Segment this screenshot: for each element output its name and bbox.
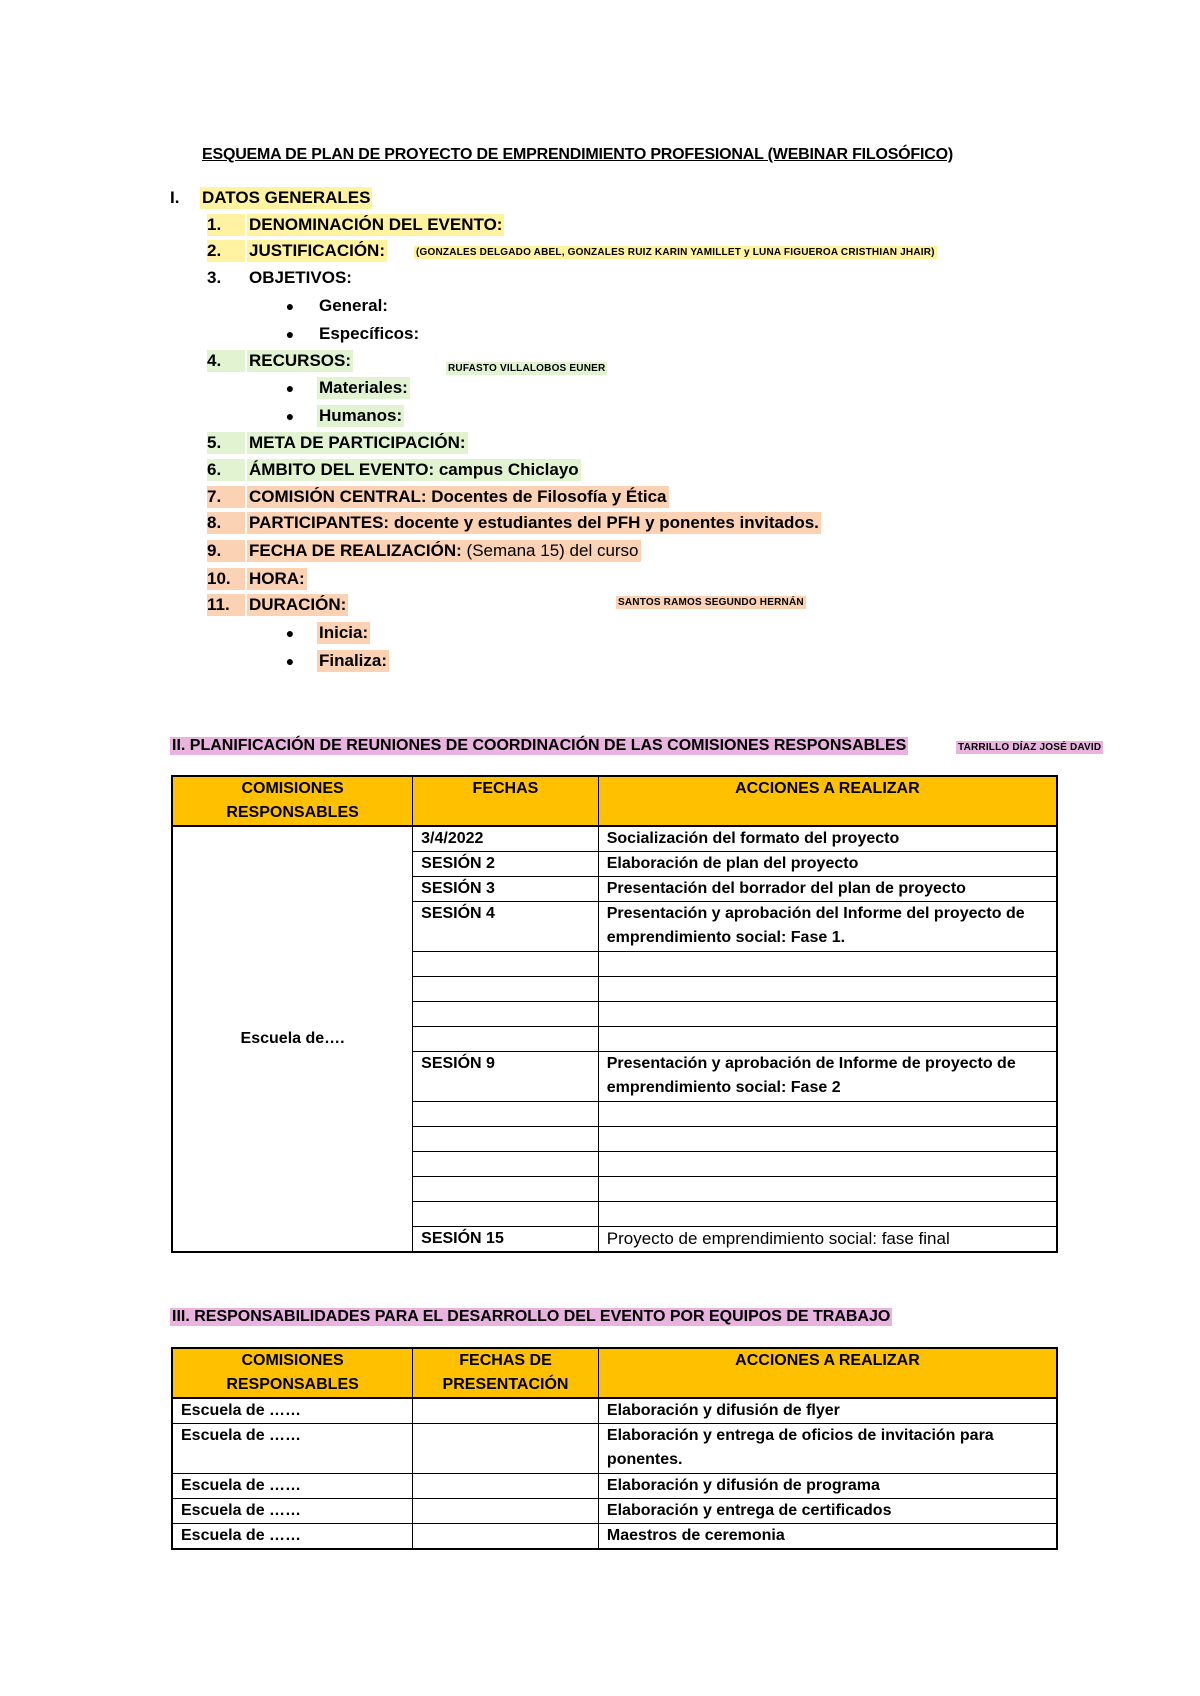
fecha-cell: SESIÓN 9	[413, 1052, 599, 1102]
fecha-cell	[413, 1474, 599, 1499]
bullet-icon: ●	[285, 326, 295, 342]
resp-header-row	[172, 1348, 1057, 1398]
comision-cell: Escuela de ……	[172, 1398, 413, 1424]
fecha-cell	[413, 1524, 599, 1550]
fecha-cell: SESIÓN 3	[413, 877, 599, 902]
responsibilities-table	[171, 1347, 1058, 1550]
commission-cell: Escuela de….	[172, 826, 413, 1252]
table-row	[172, 826, 1057, 852]
section2-heading: II. PLANIFICACIÓN DE REUNIONES DE COORDINACIÓN DE LAS COMISIONES RESPONSABLES	[172, 737, 907, 754]
accion-cell: Proyecto de emprendimiento social: fase final	[598, 1227, 1057, 1253]
fecha-cell	[413, 1398, 599, 1424]
table-row	[172, 1499, 1057, 1524]
fecha-cell: SESIÓN 15	[413, 1227, 599, 1253]
accion-cell	[598, 977, 1057, 1002]
note-justificacion: (GONZALES DELGADO ABEL, GONZALES RUIZ KARIN YAMILLET y LUNA FIGUEROA CRISTHIAN JHAIR)	[416, 247, 935, 258]
header-acciones: ACCIONES A REALIZAR	[598, 1348, 1057, 1398]
accion-cell	[598, 1152, 1057, 1177]
bullet-icon: ●	[285, 380, 295, 396]
note-recursos: RUFASTO VILLALOBOS EUNER	[448, 363, 606, 374]
header-fechas-presentacion: FECHAS DE PRESENTACIÓN	[413, 1348, 599, 1398]
document-page: ESQUEMA DE PLAN DE PROYECTO DE EMPRENDIMIENTO PROFESIONAL (WEBINAR FILOSÓFICO) I. DATOS GENERALES 1. DENOMINACIÓN DEL EVENTO: 2. JUSTIFICACIÓN: (GONZALES DELGADO ABEL, GONZALES RUIZ KARIN YAMILLET y LUNA FIGUEROA CRISTHIAN JHAIR) 3. OBJETIVOS: ● General: ● Específicos: 4. RECURSOS: RUFASTO VILLALOBOS EUNER ● Materiales: ● Humanos: 5. META DE PARTICIPACIÓN: 6. ÁMBITO DEL EVENTO: campus Chiclayo 7. COMISIÓN CENTRAL: Docentes de Filosofía y Ética 8. PARTICIPANTES: docente y estudiantes del PFH y ponentes invitados. 9. FECHA DE REALIZACIÓN: (Semana 15) del curso 10. HORA: 11. DURACIÓN: SANTOS RAMOS SEGUNDO HERNÁN ● Inicia: ● Finaliza: II. PLANIFICACIÓN DE REUNIONES DE COORDINACIÓN DE LAS COMISIONES RESPONSABLES TARRILLO DÍAZ JOSÉ DAVID COMISIONES RESPONSABLES FECHAS ACCIONES A REALIZAR Escuela de…. 3/4/2022 Socialización del formato del proyecto SESIÓN 2 Elaboración de plan del proyecto SESIÓN 3 Presentación del borrador del plan de proyecto SESIÓN 4 Presentación y aprobación del Informe del proyecto de emprendimiento social: Fase 1. SESIÓN 9 Presentación y aprobación de Informe de proyecto de emprendimiento social: Fase 2 SESIÓN 15 Proyecto de emprendimiento social: fase final III. RESPONSABILIDADES PARA EL DESARROLLO DEL EVENTO POR EQUIPOS DE TRABAJO COMISIONES RESPONSABLES FECHAS DE PRESENTACIÓN ACCIONES A REALIZAR Escuela de …… Elaboración y difusión de flyer Escuela de …… Elaboración y entrega de oficios de invitación para ponentes. Escuela de …… Elaboración y difusión de programa Escuela de …… Elaboración y entrega de certificados Escuela de …… Maestros de ceremonia	[0, 0, 1200, 1696]
accion-cell: Elaboración y difusión de flyer	[598, 1398, 1057, 1424]
table-row	[172, 1474, 1057, 1499]
table-row	[172, 1524, 1057, 1550]
fecha-cell	[413, 1424, 599, 1474]
accion-cell: Elaboración y entrega de oficios de invitación para ponentes.	[598, 1424, 1057, 1474]
comision-cell: Escuela de ……	[172, 1524, 413, 1550]
accion-cell	[598, 1102, 1057, 1127]
bullet-icon: ●	[285, 653, 295, 669]
fecha-cell	[413, 1177, 599, 1202]
accion-cell: Presentación y aprobación del Informe del proyecto de emprendimiento social: Fase 1.	[598, 902, 1057, 952]
header-fechas: FECHAS	[413, 776, 599, 826]
accion-cell: Elaboración y entrega de certificados	[598, 1499, 1057, 1524]
comision-cell: Escuela de ……	[172, 1499, 413, 1524]
accion-cell: Presentación del borrador del plan de proyecto	[598, 877, 1057, 902]
accion-cell	[598, 1027, 1057, 1052]
document-title: ESQUEMA DE PLAN DE PROYECTO DE EMPRENDIMIENTO PROFESIONAL (WEBINAR FILOSÓFICO)	[202, 146, 953, 163]
fecha-cell	[413, 1202, 599, 1227]
accion-cell: Elaboración y difusión de programa	[598, 1474, 1057, 1499]
section3-heading: III. RESPONSABILIDADES PARA EL DESARROLLO DEL EVENTO POR EQUIPOS DE TRABAJO	[172, 1308, 891, 1325]
fecha-cell	[413, 1027, 599, 1052]
table-row	[172, 1398, 1057, 1424]
fecha-cell	[413, 977, 599, 1002]
bullet-icon: ●	[285, 625, 295, 641]
fecha-cell	[413, 1102, 599, 1127]
accion-cell: Elaboración de plan del proyecto	[598, 852, 1057, 877]
comision-cell: Escuela de ……	[172, 1424, 413, 1474]
fecha-cell: SESIÓN 2	[413, 852, 599, 877]
comision-cell: Escuela de ……	[172, 1474, 413, 1499]
fecha-cell	[413, 1499, 599, 1524]
header-comisiones: COMISIONES RESPONSABLES	[172, 776, 413, 826]
fecha-cell	[413, 952, 599, 977]
accion-cell: Maestros de ceremonia	[598, 1524, 1057, 1550]
header-acciones: ACCIONES A REALIZAR	[598, 776, 1057, 826]
fecha-cell	[413, 1002, 599, 1027]
accion-cell	[598, 1202, 1057, 1227]
bullet-icon: ●	[285, 408, 295, 424]
accion-cell	[598, 1002, 1057, 1027]
accion-cell	[598, 1127, 1057, 1152]
accion-cell: Presentación y aprobación de Informe de proyecto de emprendimiento social: Fase 2	[598, 1052, 1057, 1102]
bullet-icon: ●	[285, 298, 295, 314]
note-duracion: SANTOS RAMOS SEGUNDO HERNÁN	[618, 597, 804, 608]
accion-cell: Socialización del formato del proyecto	[598, 826, 1057, 852]
fecha-cell	[413, 1152, 599, 1177]
planning-header-row	[172, 776, 1057, 826]
fecha-cell: SESIÓN 4	[413, 902, 599, 952]
header-comisiones: COMISIONES RESPONSABLES	[172, 1348, 413, 1398]
table-row	[172, 1424, 1057, 1474]
planning-table	[171, 775, 1058, 1253]
fecha-cell: 3/4/2022	[413, 826, 599, 852]
accion-cell	[598, 952, 1057, 977]
fecha-cell	[413, 1127, 599, 1152]
note-section2: TARRILLO DÍAZ JOSÉ DAVID	[958, 742, 1102, 753]
accion-cell	[598, 1177, 1057, 1202]
